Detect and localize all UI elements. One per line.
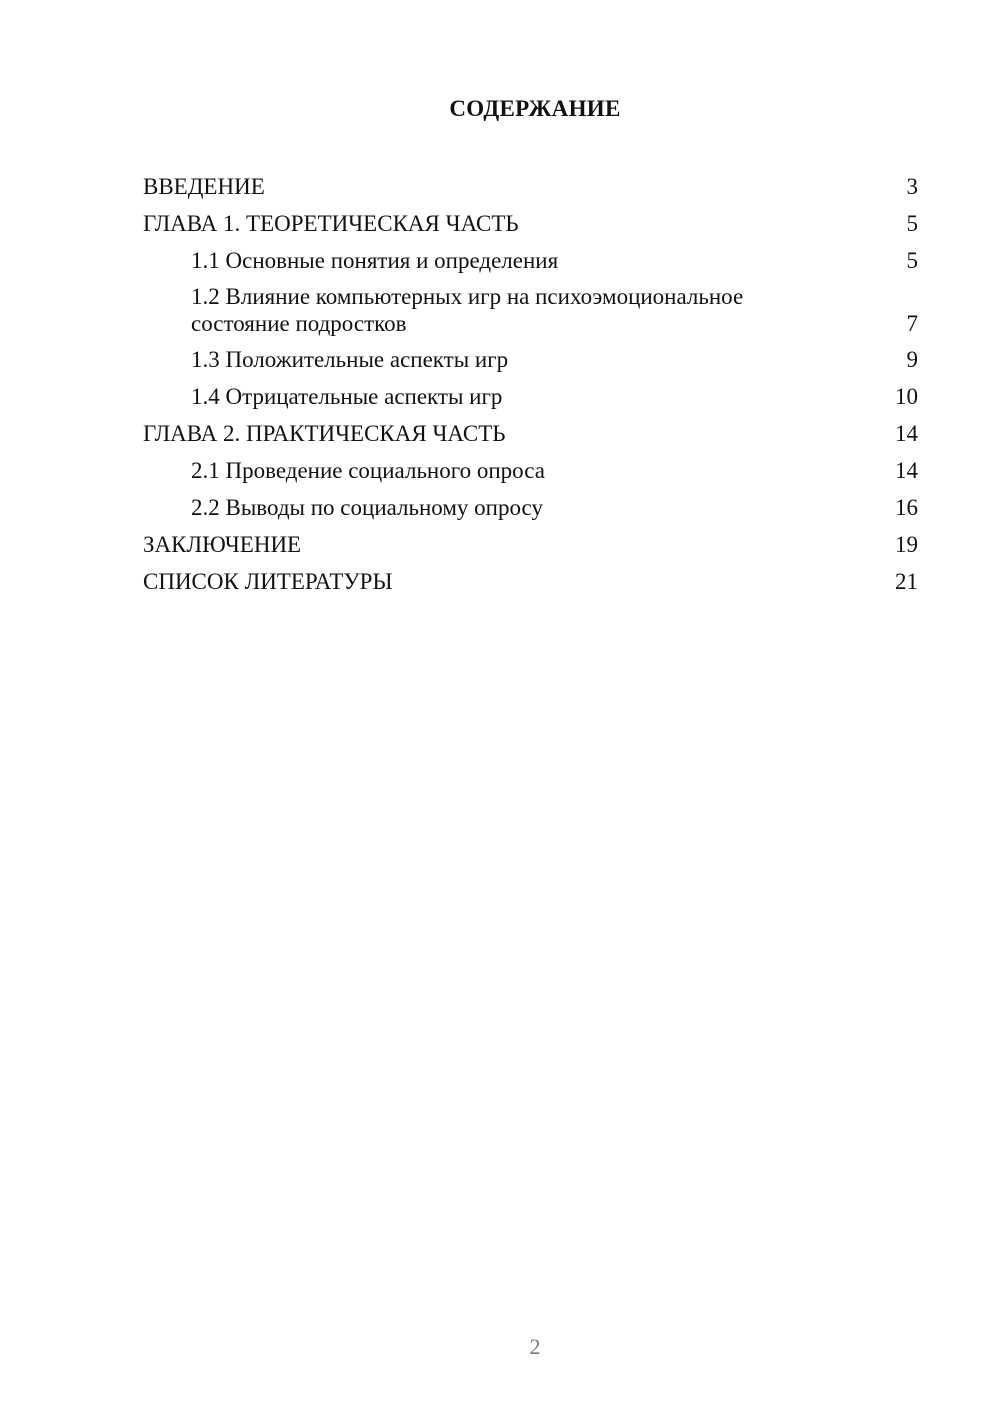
toc-entry-page: 3: [906, 174, 918, 199]
toc-entry: [143, 526, 918, 563]
toc-entry-page: 14: [895, 421, 918, 446]
toc-entry-label: 1.2 Влияние компьютерных игр на психоэмоциональное состояние подростков: [191, 284, 744, 336]
toc-entry-page: 9: [906, 347, 918, 372]
toc-entry: [143, 205, 918, 242]
toc-entry-label: ГЛАВА 1. ТЕОРЕТИЧЕСКАЯ ЧАСТЬ: [143, 211, 519, 236]
toc-entry-label: 1.4 Отрицательные аспекты игр: [191, 384, 503, 409]
toc-subentry: [143, 341, 918, 378]
toc-entry: [143, 168, 918, 205]
toc-entry-page: 16: [895, 495, 918, 520]
page-number: 2: [529, 1334, 541, 1359]
toc-entry-label: СПИСОК ЛИТЕРАТУРЫ: [143, 569, 393, 594]
toc-entry-label: 2.2 Выводы по социальному опросу: [191, 495, 543, 520]
toc-entry-label: ВВЕДЕНИЕ: [143, 174, 265, 199]
toc-entry: [143, 563, 918, 600]
toc-entry-label: ЗАКЛЮЧЕНИЕ: [143, 532, 302, 557]
toc-subentry: [143, 279, 918, 341]
toc-entry: [143, 415, 918, 452]
page-title: СОДЕРЖАНИЕ: [449, 96, 621, 121]
toc-subentry: [143, 489, 918, 526]
toc-entry-label: 2.1 Проведение социального опроса: [191, 458, 545, 483]
table-of-contents: [143, 168, 918, 600]
toc-entry-page: 7: [906, 311, 918, 336]
toc-entry-page: 21: [895, 569, 918, 594]
toc-entry-page: 5: [906, 211, 918, 236]
toc-entry-label: 1.1 Основные понятия и определения: [191, 248, 559, 273]
toc-entry-page: 5: [906, 248, 918, 273]
toc-subentry: [143, 242, 918, 279]
toc-entry-page: 10: [895, 384, 918, 409]
toc-subentry: [143, 378, 918, 415]
toc-subentry: [143, 452, 918, 489]
toc-entry-label: ГЛАВА 2. ПРАКТИЧЕСКАЯ ЧАСТЬ: [143, 421, 506, 446]
toc-entry-page: 14: [895, 458, 918, 483]
toc-entry-label: 1.3 Положительные аспекты игр: [191, 347, 509, 372]
toc-entry-page: 19: [895, 532, 918, 557]
